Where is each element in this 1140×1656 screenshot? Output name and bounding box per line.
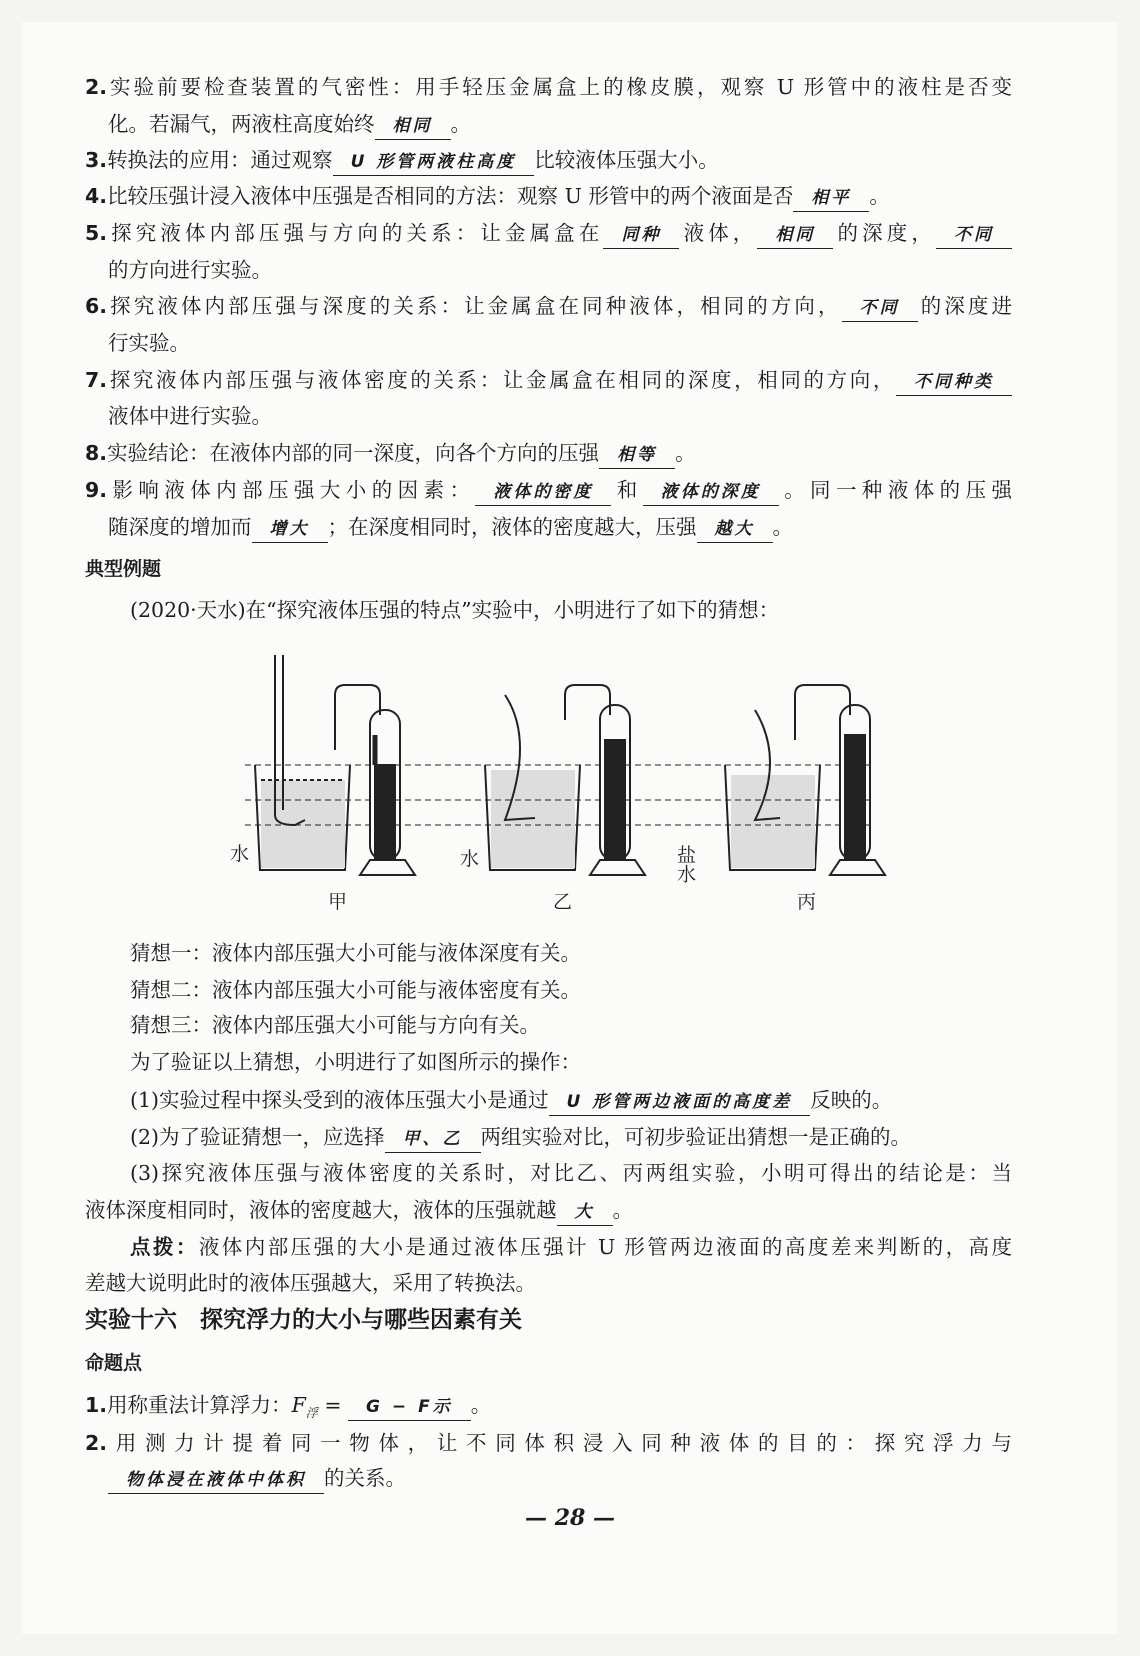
answer-blank: 甲、乙 xyxy=(385,1126,481,1153)
text-line xyxy=(85,72,1012,102)
answer-blank: 大 xyxy=(557,1199,613,1226)
text: ；在深度相同时，液体的密度越大，压强 xyxy=(327,515,697,539)
text: 探究液体内部压强与液体密度的关系：让金属盒在相同的深度，相同的方向， xyxy=(107,368,896,392)
item-number: 2. xyxy=(85,75,108,99)
liquid-label: 水 xyxy=(230,843,250,865)
answer-blank: U 形管两边液面的高度差 xyxy=(549,1089,811,1116)
answer-blank: 不同 xyxy=(842,295,918,322)
text-line xyxy=(130,938,581,968)
answer-blank: U 形管两液柱高度 xyxy=(333,149,535,176)
formula-symbol: $F_浮$ xyxy=(291,1393,318,1421)
experiment-diagram xyxy=(215,640,935,920)
answer-blank: 相平 xyxy=(793,185,869,212)
text: 行实验。 xyxy=(108,331,190,355)
text-line xyxy=(85,181,890,211)
beaker-bing xyxy=(725,685,885,875)
text: 液体深度相同时，液体的密度越大，液体的压强就越 xyxy=(85,1198,557,1222)
answer-blank: 同种 xyxy=(603,222,679,249)
item-number: 4. xyxy=(85,184,108,208)
text: (2020·天水)在“探究液体压强的特点”实验中，小明进行了如下的猜想： xyxy=(130,598,780,622)
text: (2)为了验证猜想一，应选择 xyxy=(130,1125,385,1149)
page-number: — 28 — xyxy=(525,1505,615,1531)
text-line xyxy=(130,595,779,625)
text: 比较液体压强大小。 xyxy=(534,148,719,172)
text-line xyxy=(85,145,719,175)
liquid-label: 盐水 xyxy=(674,845,696,883)
item-number: 5. xyxy=(85,221,108,245)
text: 比较压强计浸入液体中压强是否相同的方法：观察 U 形管中的两个液面是否 xyxy=(107,184,794,208)
text: 液体中进行实验。 xyxy=(108,404,272,428)
text: 和 xyxy=(611,478,643,502)
text-line xyxy=(130,1010,540,1040)
text-line xyxy=(85,291,1012,321)
text: 。同一种液体的压强 xyxy=(778,478,1013,502)
tip-label: 点拨： xyxy=(130,1235,199,1259)
answer-blank: G − F示 xyxy=(348,1394,471,1421)
subscript: 浮 xyxy=(305,1406,318,1421)
text: 用称重法计算浮力： xyxy=(107,1393,292,1417)
text-line xyxy=(85,1390,491,1420)
text-line xyxy=(130,1085,892,1115)
text: 为了验证以上猜想，小明进行了如图所示的操作： xyxy=(130,1050,581,1074)
text: 。 xyxy=(772,515,793,539)
text: 探究液体内部压强与方向的关系：让金属盒在 xyxy=(107,221,604,245)
text-line xyxy=(85,365,1012,395)
text-line xyxy=(130,975,581,1005)
text: 。 xyxy=(470,1393,492,1417)
text: 影响液体内部压强大小的因素： xyxy=(107,478,476,502)
figure-label: 甲 xyxy=(328,891,348,913)
text: 用测力计提着同一物体，让不同体积浸入同种液体的目的：探究浮力与 xyxy=(107,1431,1012,1455)
text-line xyxy=(85,1428,1012,1458)
figure-label: 丙 xyxy=(797,891,817,913)
item-number: 7. xyxy=(85,368,108,392)
beaker-yi xyxy=(485,685,645,875)
text: 的关系。 xyxy=(324,1466,406,1490)
answer-blank: 相同 xyxy=(375,113,451,140)
answer-blank: 物体浸在液体中体积 xyxy=(108,1467,324,1494)
text-line xyxy=(85,1305,522,1335)
text: = xyxy=(317,1393,349,1417)
answer-blank: 相同 xyxy=(757,222,833,249)
text: 化。若漏气，两液柱高度始终 xyxy=(108,112,375,136)
text: 的深度， xyxy=(833,221,937,245)
item-number: 2. xyxy=(85,1431,108,1455)
text-line xyxy=(85,553,161,583)
answer-blank: 液体的深度 xyxy=(643,479,779,506)
section-title: 命题点 xyxy=(85,1352,143,1374)
text: 。 xyxy=(869,184,890,208)
answer-blank: 相等 xyxy=(599,442,675,469)
text-line xyxy=(130,1047,581,1077)
text: 液体内部压强的大小是通过液体压强计 U 形管两边液面的高度差来判断的，高度 xyxy=(198,1235,1012,1259)
item-number: 3. xyxy=(85,148,108,172)
text-line xyxy=(108,255,272,285)
answer-blank: 越大 xyxy=(697,516,773,543)
answer-blank: 增大 xyxy=(252,516,328,543)
text: 。 xyxy=(612,1198,633,1222)
text: 。 xyxy=(450,112,471,136)
figure-label: 乙 xyxy=(553,891,573,913)
text: 的深度进 xyxy=(917,294,1013,318)
text-line xyxy=(85,475,1012,505)
text: (1)实验过程中探头受到的液体压强大小是通过 xyxy=(130,1088,549,1112)
item-number: 1. xyxy=(85,1393,108,1417)
text-line xyxy=(85,1268,536,1298)
answer-blank: 不同 xyxy=(936,222,1012,249)
text-line xyxy=(108,512,793,542)
text-line xyxy=(108,1463,406,1493)
item-number: 9. xyxy=(85,478,108,502)
text: (3)探究液体压强与液体密度的关系时，对比乙、丙两组实验，小明可得出的结论是：当 xyxy=(130,1161,1012,1185)
text-line xyxy=(85,438,696,468)
liquid-label: 水 xyxy=(460,848,480,870)
answer-blank: 液体的密度 xyxy=(475,479,611,506)
text-line xyxy=(130,1122,911,1152)
page-number-value: 28 xyxy=(554,1505,586,1531)
section-title: 典型例题 xyxy=(85,558,162,580)
text: 实验前要检查装置的气密性：用手轻压金属盒上的橡皮膜，观察 U 形管中的液柱是否变 xyxy=(107,75,1012,99)
text: 反映的。 xyxy=(810,1088,893,1112)
item-number: 6. xyxy=(85,294,108,318)
text: 猜想二：液体内部压强大小可能与液体密度有关。 xyxy=(130,978,581,1002)
experiment-heading: 实验十六 探究浮力的大小与哪些因素有关 xyxy=(85,1307,522,1333)
text-line xyxy=(85,1195,633,1225)
text-line xyxy=(130,1232,1012,1262)
text-line xyxy=(108,401,272,431)
text-line xyxy=(85,218,1012,248)
text: 猜想三：液体内部压强大小可能与方向有关。 xyxy=(130,1013,540,1037)
text: 随深度的增加而 xyxy=(108,515,252,539)
answer-blank: 不同种类 xyxy=(896,369,1012,396)
text-line xyxy=(108,328,190,358)
text-line xyxy=(85,1347,142,1377)
text: 猜想一：液体内部压强大小可能与液体深度有关。 xyxy=(130,941,581,965)
text: 实验结论：在液体内部的同一深度，向各个方向的压强 xyxy=(107,441,600,465)
text: 的方向进行实验。 xyxy=(108,258,272,282)
text-line xyxy=(108,109,471,139)
text: 探究液体内部压强与深度的关系：让金属盒在同种液体，相同的方向， xyxy=(107,294,842,318)
text: 液体， xyxy=(679,221,758,245)
text: 转换法的应用：通过观察 xyxy=(107,148,333,172)
text: 两组实验对比，可初步验证出猜想一是正确的。 xyxy=(480,1125,912,1149)
text-line xyxy=(130,1158,1012,1188)
item-number: 8. xyxy=(85,441,108,465)
text: 。 xyxy=(675,441,696,465)
text: 差越大说明此时的液体压强越大，采用了转换法。 xyxy=(85,1271,536,1295)
